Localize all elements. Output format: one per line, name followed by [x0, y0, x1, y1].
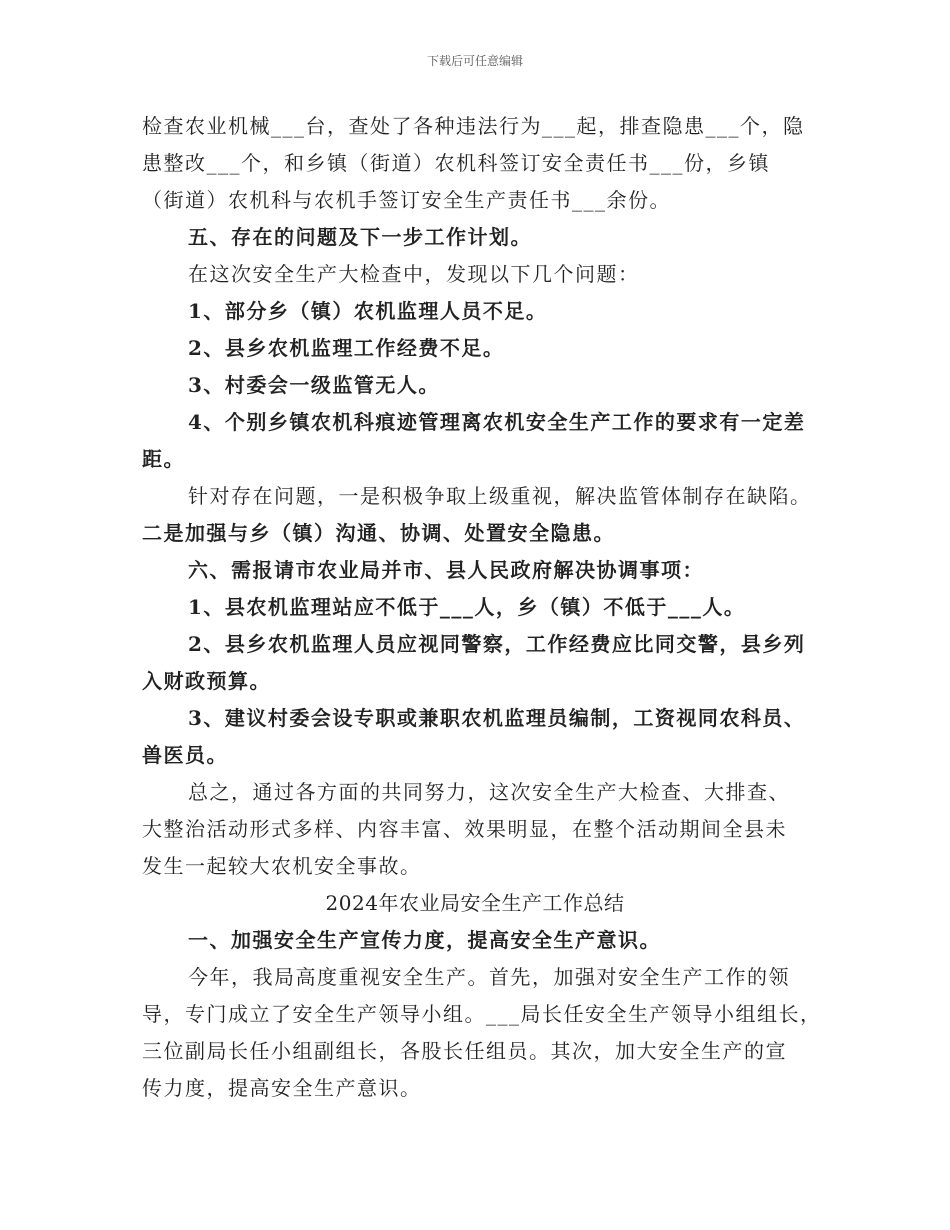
- document-title: 2024年农业局安全生产工作总结: [325, 891, 625, 915]
- text-line: 针对存在问题，一是积极争取上级重视，解决监管体制存在缺陷。: [188, 484, 812, 508]
- text-line: 二是加强与乡（镇）沟通、协调、处置安全隐患。: [142, 521, 615, 545]
- text-line: 大整治活动形式多样、内容丰富、效果明显，在整个活动期间全县未: [142, 817, 787, 841]
- text-line: 今年，我局高度重视安全生产。首先，加强对安全生产工作的领: [188, 965, 790, 989]
- text-line: 导，专门成立了安全生产领导小组。___局长任安全生产领导小组组长，: [142, 1002, 822, 1026]
- list-item-continued: 距。: [142, 447, 185, 471]
- list-item: 3、村委会一级监管无人。: [188, 373, 440, 397]
- text-line: （街道）农机科与农机手签订安全生产责任书___余份。: [142, 188, 671, 212]
- text-line: 传力度，提高安全生产意识。: [142, 1076, 422, 1100]
- list-item: 4、个别乡镇农机科痕迹管理离农机安全生产工作的要求有一定差: [188, 410, 806, 434]
- section-heading: 六、需报请市农业局并市、县人民政府解决协调事项：: [188, 558, 704, 582]
- text-line: 检查农业机械___台，查处了各种违法行为___起，排查隐患___个，隐: [142, 114, 805, 138]
- list-item: 3、建议村委会设专职或兼职农机监理员编制，工资视同农科员、: [188, 706, 806, 730]
- text-line: 总之，通过各方面的共同努力，这次安全生产大检查、大排查、: [188, 780, 790, 804]
- list-item: 2、县乡农机监理工作经费不足。: [188, 336, 505, 360]
- text-line: 患整改___个，和乡镇（街道）农机科签订安全责任书___份，乡镇: [142, 151, 770, 175]
- section-heading: 五、存在的问题及下一步工作计划。: [188, 225, 532, 249]
- list-item: 1、部分乡（镇）农机监理人员不足。: [188, 299, 548, 323]
- list-item: 2、县乡农机监理人员应视同警察，工作经费应比同交警，县乡列: [188, 632, 806, 656]
- page-header: 下载后可任意编辑: [426, 54, 523, 68]
- list-item-continued: 入财政预算。: [142, 669, 271, 693]
- list-item: 1、县农机监理站应不低于___人，乡（镇）不低于___人。: [188, 595, 746, 619]
- text-line: 在这次安全生产大检查中，发现以下几个问题：: [188, 262, 640, 286]
- section-heading: 一、加强安全生产宣传力度，提高安全生产意识。: [188, 928, 661, 952]
- list-item-continued: 兽医员。: [142, 743, 228, 767]
- text-line: 发生一起较大农机安全事故。: [142, 854, 422, 878]
- text-line: 三位副局长任小组副组长，各股长任组员。其次，加大安全生产的宣: [142, 1039, 787, 1063]
